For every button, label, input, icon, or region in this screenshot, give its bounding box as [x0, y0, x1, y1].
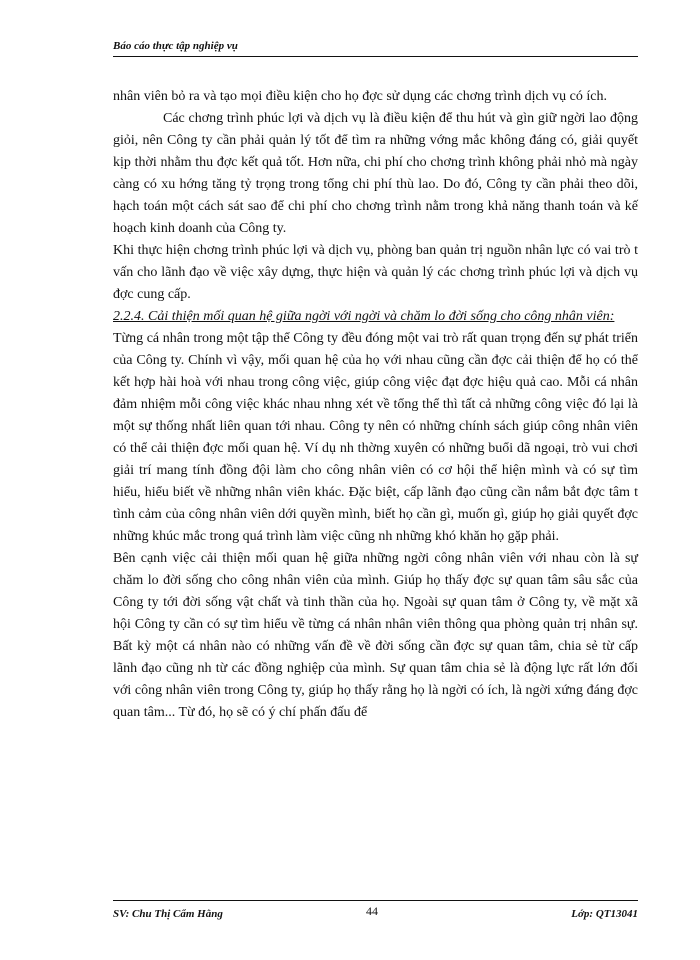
paragraph-5: Bên cạnh việc cải thiện mối quan hệ giữa những ngời công nhân viên với nhau còn là sự chăm lo đời sống cho công nhân viên của mình. Giúp họ thấy đợc sự quan tâm sâu sắc của Công ty tới đời sống vật chất và tinh thần của họ. Ngoài sự quan tâm ở Công ty, về mặt xã hội Công ty cần có sự tìm hiểu về từng cá nhân nhân viên thông qua phòng quản trị nhân sự. Bất kỳ một cá nhân nào có những vấn đề về đời sống cần đợc sự quan tâm, chia sẻ từ cấp lãnh đạo cũng nh từ các đồng nghiệp của mình. Sự quan tâm chia sẻ là động lực rất lớn đối với công nhân viên trong Công ty, giúp họ thấy rằng họ là ngời có ích, là ngời xứng đáng đợc quan tâm... Từ đó, họ sẽ có ý chí phấn đấu để [113, 551, 638, 720]
footer-rule [113, 900, 638, 901]
header-title: Báo cáo thực tập nghiệp vụ [113, 40, 238, 52]
page-footer [113, 904, 638, 920]
header-rule [113, 56, 638, 57]
footer-author: SV: Chu Thị Cẩm Hằng [113, 908, 223, 920]
page-number: 44 [366, 904, 378, 918]
footer-class-code: Lớp: QT13041 [571, 908, 638, 920]
document-body [113, 86, 638, 724]
paragraph-3: Khi thực hiện chơng trình phúc lợi và dịch vụ, phòng ban quản trị nguồn nhân lực có vai trò t vấn cho lãnh đạo về việc xây dựng, thực hiện và quản lý các chơng trình phúc lợi và dịch vụ đợc cung cấp. [113, 243, 638, 302]
paragraph-2: Các chơng trình phúc lợi và dịch vụ là điều kiện để thu hút và gìn giữ ngời lao động giỏi, nên Công ty cần phải quản lý tốt để tìm ra những vớng mắc không đáng có, giải quyết kịp thời nhằm thu đợc kết quả tốt. Hơn nữa, chi phí cho chơng trình không phải nhỏ mà ngày càng có xu hớng tăng tỷ trọng trong tổng chi phí thù lao. Do đó, Công ty cần phải theo dõi, hạch toán một cách sát sao để chi phí cho chơng trình nằm trong khả năng thanh toán và kế hoạch kinh doanh của Công ty. [113, 111, 638, 236]
paragraph-1: nhân viên bỏ ra và tạo mọi điều kiện cho họ đợc sử dụng các chơng trình dịch vụ có ích. [113, 89, 607, 104]
paragraph-4: Từng cá nhân trong một tập thể Công ty đều đóng một vai trò rất quan trọng đến sự phát triển của Công ty. Chính vì vậy, mối quan hệ của họ với nhau cũng cần đợc cải thiện để họ có thể kết hợp hài hoà với nhau trong công việc, giúp công việc đạt đợc hiệu quả cao. Mỗi cá nhân đảm nhiệm mỗi công việc khác nhau nhng xét về tổng thể thì tất cả những công việc đó lại là một sự thống nhất liên quan tới nhau. Công ty nên có những chính sách giúp công nhân viên có thể cải thiện đợc mối quan hệ. Ví dụ nh thờng xuyên có những buổi dã ngoại, trò vui chơi giải trí mang tính đồng đội làm cho công nhân viên có cơ hội thể hiện mình và có sự tìm hiểu, hiểu biết về những nhân viên khác. Đặc biệt, cấp lãnh đạo cũng cần nắm bắt đợc tâm t tình cảm của công nhân viên dới quyền mình, biết họ cần gì, muốn gì, giúp họ giải quyết đợc những khúc mắc trong quá trình làm việc cũng nh những khó khăn họ gặp phải. [113, 331, 638, 544]
section-heading: 2.2.4. Cải thiện mối quan hệ giữa ngời với ngời và chăm lo đời sống cho công nhân viên: [113, 309, 615, 324]
page-header [113, 40, 638, 52]
